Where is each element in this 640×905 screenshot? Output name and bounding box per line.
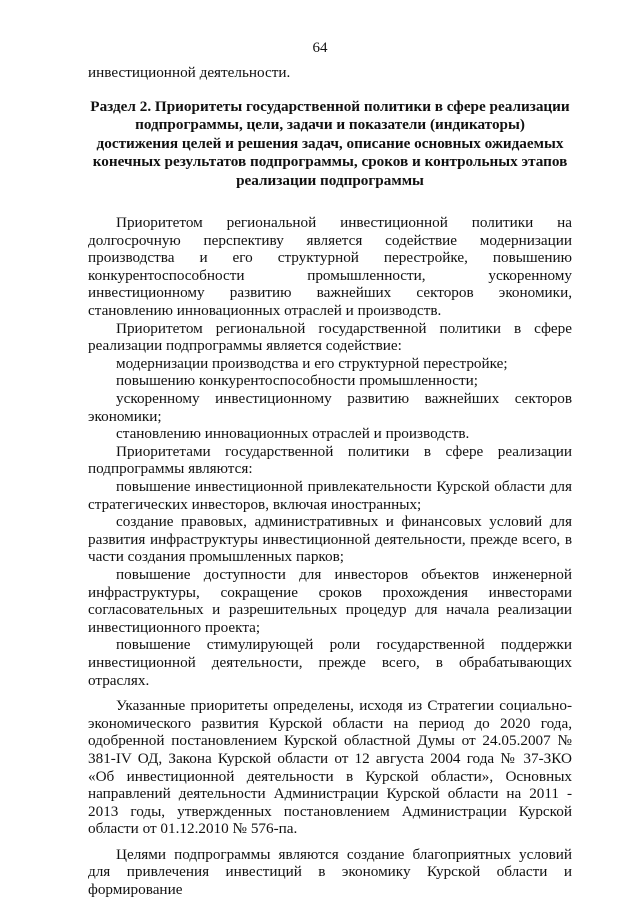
list-item: повышению конкурентоспособности промышленности; — [116, 372, 479, 390]
section-heading-line: реализации подпрограммы — [236, 171, 424, 189]
paragraph: Указанные приоритеты определены, исходя из Стратегии социально-экономического развития Курской области на период до 2020 года, одобренной постановлением Курской областной Думы от 24.05.2007 № 381-IV ОД, Закона Курской области от 12 августа 2004 года № 37-ЗКО «Об инвестиционной деятельности в Курской области», Основных направлений деятельности Администрации Курской области на 2011 - 2013 годы, утвержденных постановлением Администрации Курской области от 01.12.2010 № 576-па. — [88, 697, 572, 838]
list-item: повышение инвестиционной привлекательности Курской области для стратегических инвесторов, включая иностранных; — [88, 478, 572, 513]
paragraph: Приоритетами государственной политики в сфере реализации подпрограммы являются: — [88, 442, 572, 478]
list-item: создание правовых, административных и финансовых условий для развития инфраструктуры инвестиционной деятельности, прежде всего, в части создания промышленных парков; — [88, 513, 572, 566]
list-item: ускоренному инвестиционному развитию важнейших секторов экономики; — [88, 390, 572, 425]
document-body — [88, 64, 572, 899]
continuation-text: инвестиционной деятельности. — [88, 64, 291, 81]
paragraph: Приоритетом региональной государственной политики в сфере реализации подпрограммы является содействие: — [88, 319, 572, 355]
list-item: модернизации производства и его структурной перестройке; — [116, 354, 508, 372]
section-heading-line: подпрограммы, цели, задачи и показатели (индикаторы) — [135, 116, 525, 134]
page-number: 64 — [312, 40, 328, 56]
list-item: повышение стимулирующей роли государственной поддержки инвестиционной деятельности, прежде всего, в обрабатывающих отраслях. — [88, 636, 572, 689]
paragraph: Приоритетом региональной инвестиционной политики на долгосрочную перспективу является содействие модернизации производства и его структурной перестройке, повышению конкурентоспособности промышленности, ускоренному инвестиционному развитию важнейших секторов экономики, становлению инновационных отраслей и производств. — [88, 214, 572, 320]
section-heading-line: конечных результатов подпрограммы, сроков и контрольных этапов — [92, 153, 568, 171]
list-item: становлению инновационных отраслей и производств. — [116, 425, 470, 443]
section-heading-line: Раздел 2. Приоритеты государственной политики в сфере реализации — [90, 97, 570, 115]
section-heading — [88, 98, 572, 191]
paragraph: Целями подпрограммы являются создание благоприятных условий для привлечения инвестиций в экономику Курской области и формирование — [88, 845, 572, 899]
section-heading-line: достижения целей и решения задач, описание основных ожидаемых — [96, 134, 564, 152]
list-item: повышение доступности для инвесторов объектов инженерной инфраструктуры, сокращение сроков прохождения инвесторами согласовательных и разрешительных процедур для начала реализации инвестиционного проекта; — [88, 565, 572, 636]
